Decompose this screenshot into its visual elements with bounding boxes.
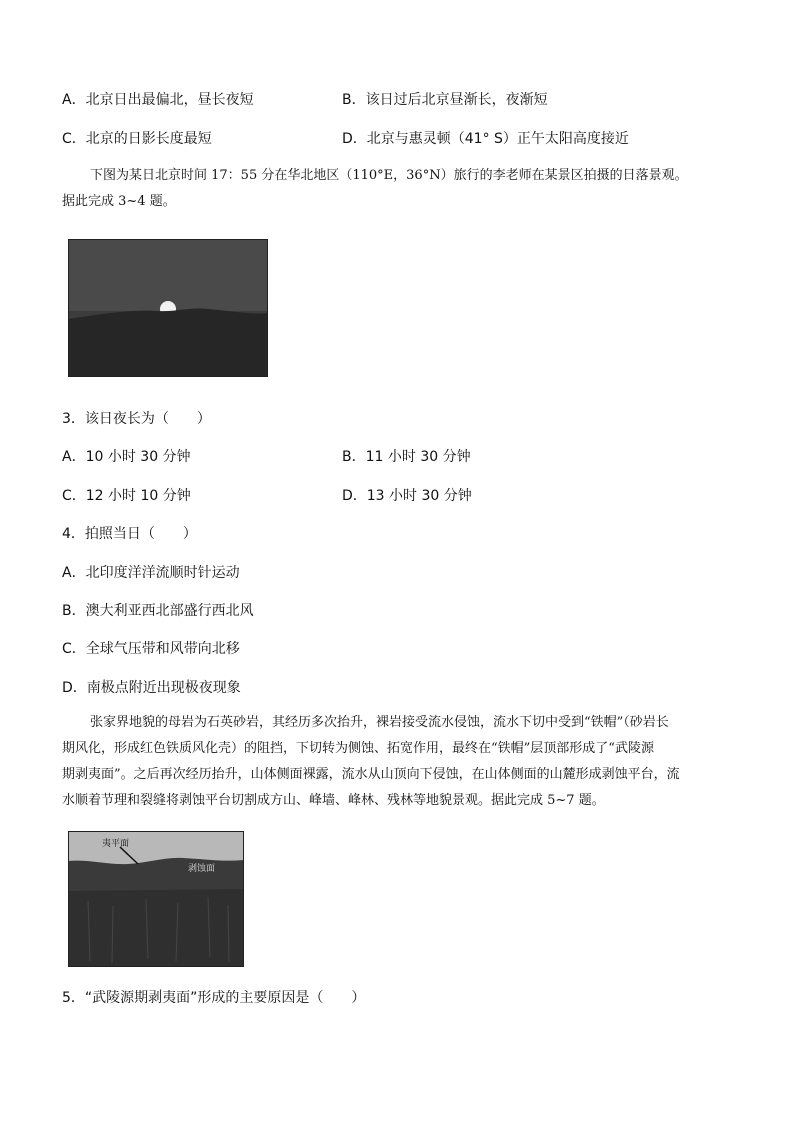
- q3-stem: 3．该日夜长为（ ）: [62, 411, 211, 427]
- photo-label-right: 剥蚀面: [188, 864, 216, 874]
- q2-option-a: A．北京日出最偏北，昼长夜短: [62, 92, 254, 108]
- q4-option-c: C．全球气压带和风带向北移: [62, 641, 240, 657]
- q3-option-a: A．10 小时 30 分钟: [62, 449, 191, 465]
- q4-option-a: A．北印度洋洋流顺时针运动: [62, 565, 240, 581]
- intro-5-7-line2: 期风化，形成红色铁质风化壳）的阻挡，下切转为侧蚀、拓宽作用，最终在“铁帽”层顶部形成了“武陵源: [62, 741, 654, 756]
- landscape-image: [68, 831, 244, 967]
- q3-option-d: D．13 小时 30 分钟: [342, 488, 472, 504]
- q2-option-b: B．该日过后北京昼渐长，夜渐短: [342, 92, 548, 108]
- q2-option-d: D．北京与惠灵顿（41° S）正午太阳高度接近: [342, 131, 629, 147]
- landscape-photo: [68, 831, 244, 967]
- intro-3-4: [62, 163, 742, 215]
- sunset-photo: [68, 239, 268, 377]
- q3-option-c: C．12 小时 10 分钟: [62, 488, 191, 504]
- intro-3-4-line1: 下图为某日北京时间 17：55 分在华北地区（110°E，36°N）旅行的李老师在某景区拍摄的日落景观。: [90, 168, 688, 183]
- q5-stem: 5．“武陵源期剥夷面”形成的主要原因是（ ）: [62, 990, 366, 1006]
- intro-3-4-line2: 据此完成 3~4 题。: [62, 194, 176, 209]
- q4-option-b: B．澳大利亚西北部盛行西北风: [62, 603, 254, 619]
- q4-stem: 4．拍照当日（ ）: [62, 526, 197, 542]
- intro-5-7: [62, 710, 742, 814]
- sunset-image: [68, 239, 268, 377]
- q2-option-c: C．北京的日影长度最短: [62, 131, 212, 147]
- q3-option-b: B．11 小时 30 分钟: [342, 449, 471, 465]
- intro-5-7-line3: 期剥夷面”。之后再次经历抬升，山体侧面裸露，流水从山顶向下侵蚀，在山体侧面的山麓形成剥蚀平台，流: [62, 767, 680, 782]
- intro-5-7-line1: 张家界地貌的母岩为石英砂岩，其经历多次抬升，裸岩接受流水侵蚀，流水下切中受到“铁帽”（砂岩长: [90, 715, 669, 730]
- photo-label-left: 夷平面: [102, 839, 130, 849]
- intro-5-7-line4: 水顺着节理和裂缝将剥蚀平台切割成方山、峰墙、峰林、残林等地貌景观。据此完成 5~7 题。: [62, 793, 605, 808]
- q4-option-d: D．南极点附近出现极夜现象: [62, 680, 241, 696]
